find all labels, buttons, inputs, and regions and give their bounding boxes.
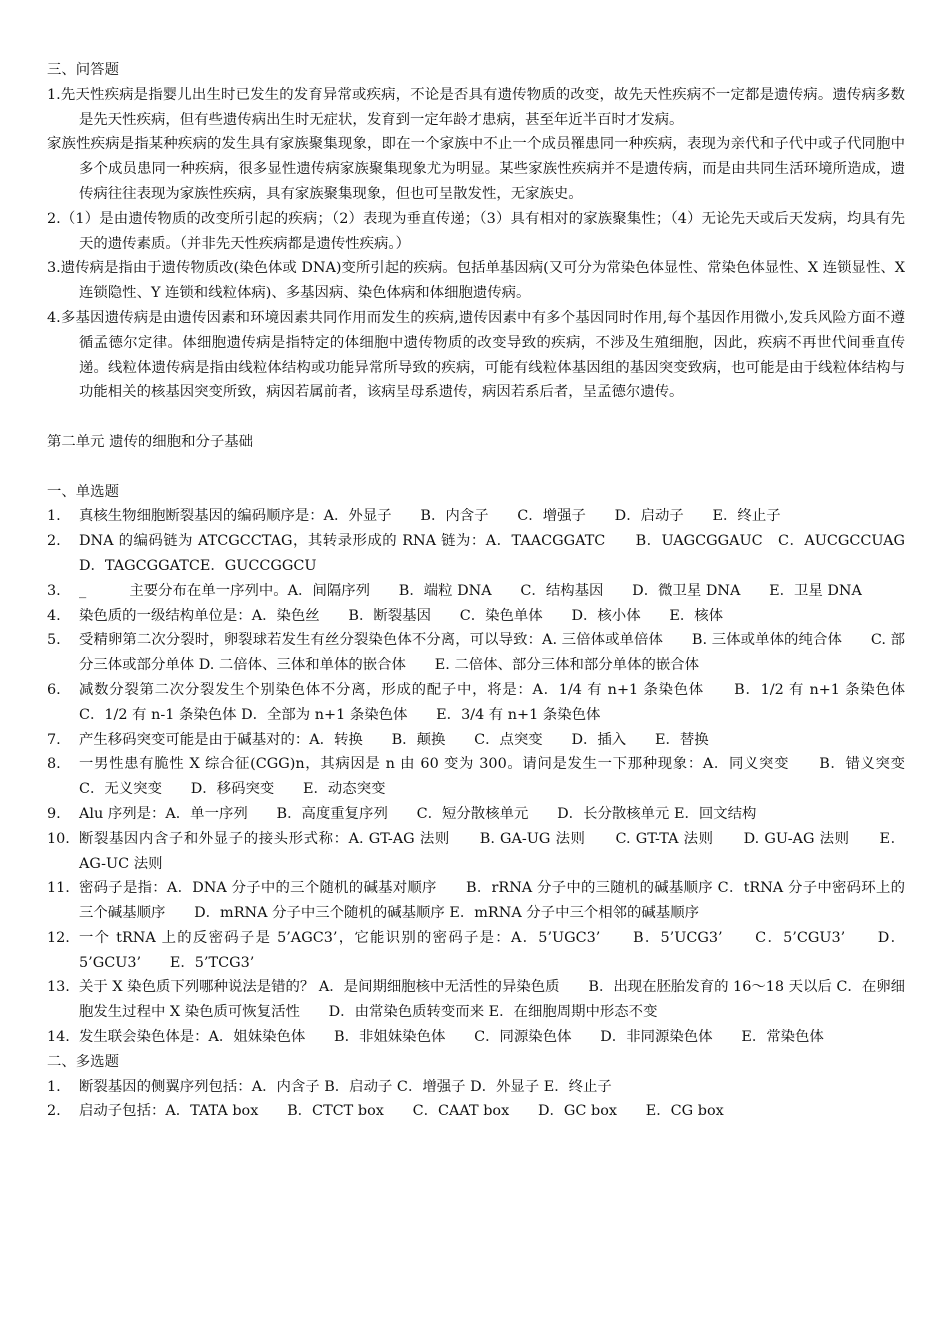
question-item: 7. 产生移码突变可能是由于碱基对的：A．转换 B．颠换 C．点突变 D．插入 E．替换 (47, 731, 709, 748)
spacer (47, 405, 905, 430)
question-item: 1. 断裂基因的侧翼序列包括：A．内含子 B．启动子 C．增强子 D．外显子 E．终止子 (47, 1078, 612, 1095)
question-item: 8. 一男性患有脆性 X 综合征(CGG)n，其病因是 n 由 60 变为 300。请问是发生一下那种现象：A．同义突变 B．错义突变 C．无义突变 D．移码突变 E．动态突变 (47, 756, 934, 798)
section-heading-multi-choice: 二、多选题 (47, 1053, 119, 1070)
question-item: 14. 发生联会染色体是：A．姐妹染色体 B．非姐妹染色体 C．同源染色体 D．非同源染色体 E．常染色体 (47, 1029, 824, 1046)
multi-choice-list (47, 1075, 905, 1125)
section-heading-single-choice: 一、单选题 (47, 483, 119, 500)
question-item: 11. 密码子是指：A．DNA 分子中的三个随机的碱基对顺序 B．rRNA 分子中的三随机的碱基顺序 C．tRNA 分子中密码环上的三个碱基顺序 D．mRNA 分子中三个随机的碱基顺序 E．mRNA 分子中三个相邻的碱基顺序 (47, 880, 905, 922)
single-choice-list (47, 504, 934, 1050)
question-item: 10. 断裂基因内含子和外显子的接头形式称：A. GT-AG 法则 B. GA-UG 法则 C. GT-TA 法则 D. GU-AG 法则 E．AG-UC 法则 (47, 830, 905, 872)
question-item: 9. Alu 序列是：A．单一序列 B．高度重复序列 C．短分散核单元 D．长分散核单元 E．回文结构 (47, 805, 757, 822)
qa-answer-3: 3.遗传病是指由于遗传物质改(染色体或 DNA)变所引起的疾病。包括单基因病(又可分为常染色体显性、常染色体显性、X 连锁显性、X 连锁隐性、Y 连锁和线粒体病)、多基因病、染色体病和体细胞遗传病。 (47, 260, 905, 302)
qa-answer-1b: 家族性疾病是指某种疾病的发生具有家族聚集现象，即在一个家族中不止一个成员罹患同一种疾病，表现为亲代和子代中或子代同胞中多个成员患同一种疾病，很多显性遗传病家族聚集现象尤为明显。某些家族性疾病并不是遗传病，而是由共同生活环境所造成，遗传病往往表现为家族性疾病，具有家族聚集现象，但也可呈散发性，无家族史。 (47, 136, 905, 202)
question-item: 3. _ 主要分布在单一序列中。A．间隔序列 B．端粒 DNA C．结构基因 D．微卫星 DNA E．卫星 DNA (47, 582, 862, 599)
question-item: 4. 染色质的一级结构单位是：A．染色丝 B．断裂基因 C．染色单体 D．核小体 E．核体 (47, 607, 724, 624)
question-item: 2. 启动子包括：A．TATA box B．CTCT box C．CAAT box D．GC box E．CG box (47, 1103, 724, 1120)
spacer (47, 455, 905, 480)
question-item: 12. 一个 tRNA 上的反密码子是 5’AGC3’，它能识别的密码子是：A．5’UGC3’ B．5’UCG3’ C．5’CGU3’ D．5’GCU3’ E．5’TCG3’ (47, 929, 905, 971)
section-heading-qa: 三、问答题 (47, 62, 119, 78)
question-item: 6. 减数分裂第二次分裂发生个别染色体不分离，形成的配子中，将是：A．1/4 有 n+1 条染色体 B．1/2 有 n+1 条染色体 C．1/2 有 n-1 条染色体 D．全部为 n+1 条染色体 E．3/4 有 n+1 条染色体 (47, 681, 934, 723)
question-item: 13. 关于 X 染色质下列哪种说法是错的？ A．是间期细胞核中无活性的异染色质 B．出现在胚胎发育的 16～18 天以后 C．在卵细胞发生过程中 X 染色质可恢复活性 D．由常染色质转变而来 E．在细胞周期中形态不变 (47, 979, 905, 1021)
qa-answer-1: 1.先天性疾病是指婴儿出生时已发生的发育异常或疾病，不论是否具有遗传物质的改变，故先天性疾病不一定都是遗传病。遗传病多数是先天性疾病，但有些遗传病出生时无症状，发育到一定年龄才患病，甚至年近半百时才发病。 (47, 86, 905, 128)
question-item: 5. 受精卵第二次分裂时，卵裂球若发生有丝分裂染色体不分离，可以导致：A. 三倍体或单倍体 B. 三体或单体的纯合体 C. 部分三体或部分单体 D. 二倍体、三体和单体的嵌合体 E. 二倍体、部分三体和部分单体的嵌合体 (47, 632, 905, 674)
question-item: 2. DNA 的编码链为 ATCGCCTAG，其转录形成的 RNA 链为：A．TAACGGATC B．UAGCGGAUC C．AUCGCCUAG D．TAGCGGATCE．GUCCGGCU (47, 533, 934, 574)
document-page (47, 58, 934, 1124)
unit-title: 第二单元 遗传的细胞和分子基础 (47, 433, 254, 450)
question-item: 1. 真核生物细胞断裂基因的编码顺序是：A．外显子 B．内含子 C．增强子 D．启动子 E．终止子 (47, 508, 781, 525)
qa-answer-4: 4.多基因遗传病是由遗传因素和环境因素共同作用而发生的疾病,遗传因素中有多个基因同时作用,每个基因作用微小,发兵风险方面不遵循孟德尔定律。体细胞遗传病是指特定的体细胞中遗传物质的改变导致的疾病，不涉及生殖细胞，因此，疾病不再世代间垂直传递。线粒体遗传病是指由线粒体结构或功能异常所导致的疾病，可能有线粒体基因组的基因突变致病，也可能是由于线粒体结构与功能相关的核基因突变所致，病因若属前者，该病呈母系遗传，病因若系后者，呈孟德尔遗传。 (47, 309, 905, 401)
qa-answer-2: 2.（1）是由遗传物质的改变所引起的疾病；（2）表现为垂直传递；（3）具有相对的家族聚集性；（4）无论先天或后天发病，均具有先天的遗传素质。（并非先天性疾病都是遗传性疾病。） (47, 210, 905, 252)
